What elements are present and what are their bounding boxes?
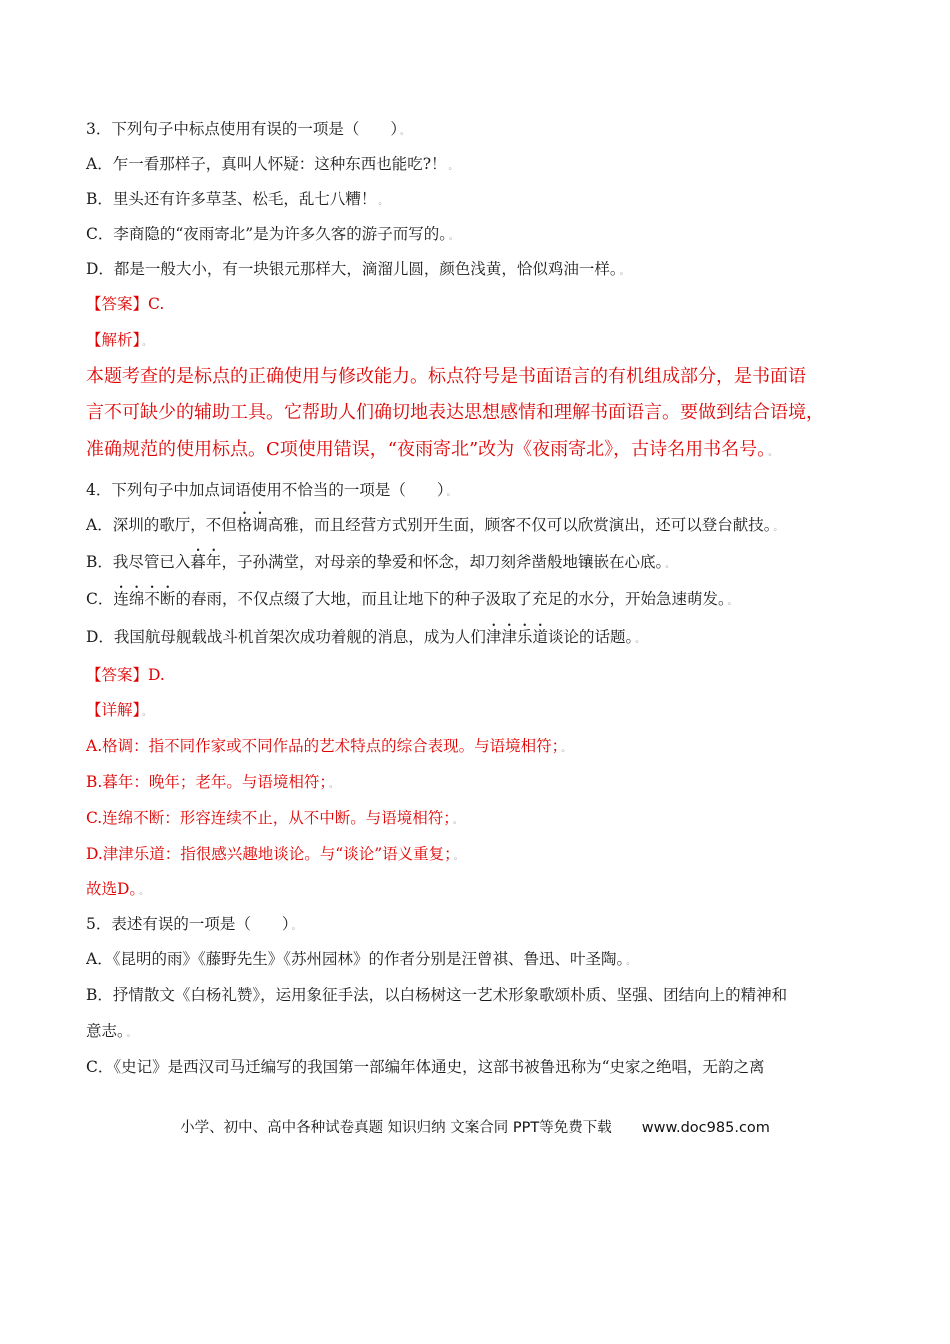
- emphasis-char: 连: [113, 590, 129, 608]
- page-footer: [0, 1116, 950, 1137]
- q4-option-b: B．我尽管已入暮年，子孙满堂，对母亲的挚爱和怀念，却刀刻斧凿般地镶嵌在心底。 。: [86, 553, 675, 571]
- q5-option-b-line-2: 意志。 。: [86, 1022, 136, 1040]
- q5-option-b-line-1: B．抒情散文《白杨礼赞》，运用象征手法，以白杨树这一艺术形象歌颂朴质、坚强、团结向上的精神和: [86, 986, 788, 1004]
- q3-analysis-line-2: 言不可缺少的辅助工具。它帮助人们确切地表达思想感情和理解书面语言。要做到结合语境，: [86, 402, 824, 423]
- emphasis-char: 津: [501, 628, 517, 646]
- q4-option-a: A．深圳的歌厅，不但格调高雅，而且经营方式别开生面，顾客不仅可以欣赏演出，还可以登台献技。 。: [86, 516, 783, 534]
- q4-detail-line-4: D.津津乐道：指很感兴趣地谈论。与“谈论”语义重复； 。: [86, 845, 463, 863]
- q5-option-a: A．《昆明的雨》《藤野先生》《苏州园林》的作者分别是汪曾祺、鲁迅、叶圣陶。 。: [86, 950, 636, 968]
- dotted-word: [237, 516, 268, 534]
- q4-detail-line-1: A.格调：指不同作家或不同作品的艺术特点的综合表现。与语境相符； 。: [86, 737, 571, 755]
- emphasis-char: 调: [252, 516, 268, 534]
- q3-option-d: D．都是一般大小，有一块银元那样大，滴溜儿圆，颜色浅黄，恰似鸡油一样。 。: [86, 260, 629, 278]
- dotted-word: [113, 590, 175, 608]
- q3-analysis-line-1: 本题考查的是标点的正确使用与修改能力。标点符号是书面语言的有机组成部分，是书面语: [86, 366, 806, 387]
- q4-option-d: D．我国航母舰载战斗机首架次成功着舰的消息，成为人们津津乐道谈论的话题。 。: [86, 628, 645, 646]
- emphasis-char: 断: [159, 590, 176, 608]
- q5-option-c: C．《史记》是西汉司马迁编写的我国第一部编年体通史，这部书被鲁迅称为“史家之绝唱，无韵之离: [86, 1058, 765, 1076]
- dotted-word: [190, 553, 221, 571]
- footer-url[interactable]: www.doc985.com: [641, 1120, 770, 1136]
- q5-stem: 5．表述有误的一项是（ ） 。: [86, 915, 301, 933]
- q3-option-a: A．乍一看那样子，真叫人怀疑：这种东西也能吃?！ 。: [86, 155, 458, 173]
- emphasis-char: 道: [532, 628, 548, 646]
- emphasis-char: 年: [205, 553, 222, 571]
- q4-detail-line-3: C.连绵不断：形容连续不止，从不中断。与语境相符； 。: [86, 809, 463, 827]
- q4-detail-line-2: B.暮年：晚年；老年。与语境相符； 。: [86, 773, 339, 791]
- footer-text: 小学、初中、高中各种试卷真题 知识归纳 文案合同 PPT等免费下载: [180, 1120, 612, 1136]
- q4-answer: 【答案】D.: [86, 666, 165, 684]
- q4-detail-label: 【详解】 。: [86, 701, 152, 719]
- emphasis-char: 绵: [128, 590, 145, 608]
- q3-option-c: C．李商隐的“夜雨寄北”是为许多久客的游子而写的。 。: [86, 225, 458, 243]
- emphasis-char: 乐: [516, 628, 533, 646]
- q3-analysis-label: 【解析】 。: [86, 331, 152, 349]
- q3-analysis-line-3: 准确规范的使用标点。C项使用错误，“夜雨寄北”改为《夜雨寄北》，古诗名用书名号。 。: [86, 439, 778, 460]
- q4-stem: 4．下列句子中加点词语使用不恰当的一项是（ ） 。: [86, 481, 456, 499]
- q3-answer: 【答案】C.: [86, 295, 165, 313]
- emphasis-char: 不: [144, 590, 160, 608]
- q3-stem: 3．下列句子中标点使用有误的一项是（ ） 。: [86, 120, 410, 138]
- q4-conclusion: 故选D。 。: [86, 880, 149, 898]
- dotted-word: [486, 628, 548, 646]
- emphasis-char: 暮: [190, 553, 206, 571]
- q4-option-c: C．连绵不断的春雨，不仅点缀了大地，而且让地下的种子汲取了充足的水分，开始急速萌发。 。: [86, 590, 737, 608]
- q3-option-b: B．里头还有许多草茎、松毛，乱七八糟！ 。: [86, 190, 388, 208]
- emphasis-char: 津: [485, 628, 502, 646]
- emphasis-char: 格: [236, 516, 253, 534]
